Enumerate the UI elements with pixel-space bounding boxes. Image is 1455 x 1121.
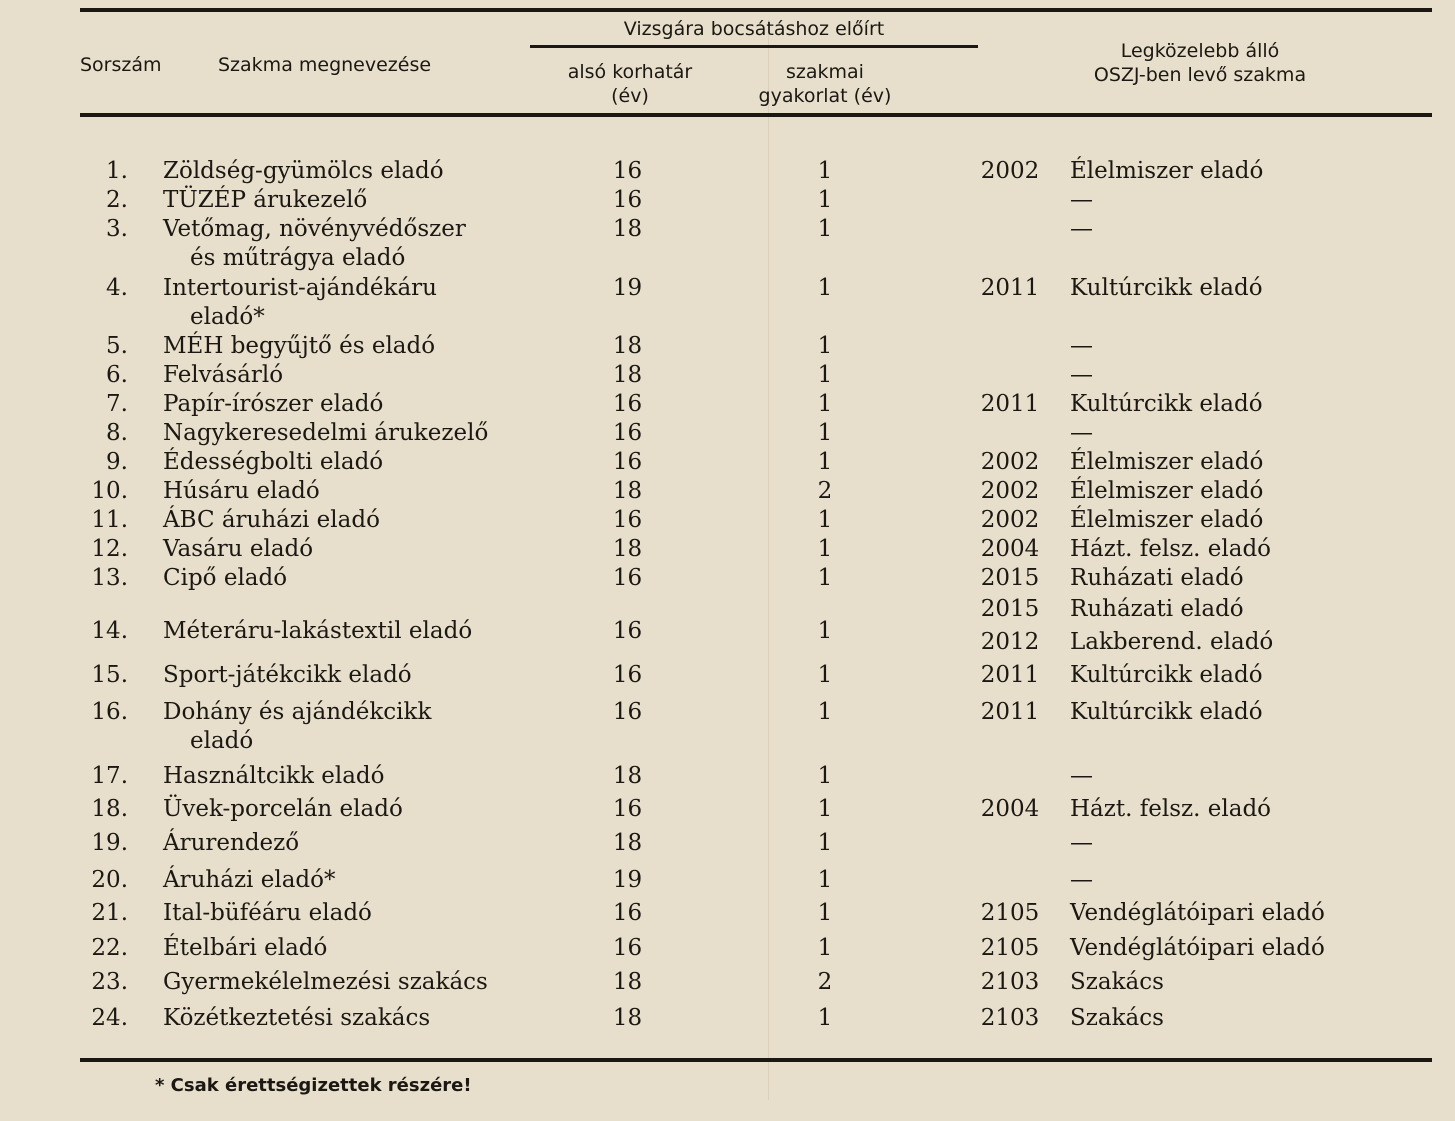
oszj-code: 2004 <box>980 536 1040 562</box>
minimum-age: 16 <box>612 699 643 725</box>
occupation-name-continued: és műtrágya eladó <box>190 245 406 271</box>
practice-years: 1 <box>817 158 833 184</box>
header-legkozelebb <box>1040 39 1360 87</box>
nearest-occupation: Élelmiszer eladó <box>1070 507 1264 533</box>
oszj-code: 2105 <box>980 935 1040 961</box>
nearest-occupation: Élelmiszer eladó <box>1070 478 1264 504</box>
practice-years: 1 <box>817 187 833 213</box>
bottom-rule <box>80 1058 1432 1062</box>
practice-years: 1 <box>817 830 833 856</box>
minimum-age: 16 <box>612 391 643 417</box>
row-number: 19. <box>91 830 128 856</box>
occupation-name: Dohány és ajándékcikk <box>163 699 432 725</box>
row-number: 9. <box>106 449 128 475</box>
occupation-name: Üvek-porcelán eladó <box>163 796 403 822</box>
row-number: 3. <box>106 216 128 242</box>
occupation-name-continued: eladó <box>190 728 254 754</box>
practice-years: 1 <box>817 935 833 961</box>
nearest-occupation: Ruházati eladó <box>1070 565 1244 591</box>
header-also-korhatar-line1: alsó korhatár <box>567 61 693 83</box>
occupation-name: Áruházi eladó* <box>163 867 336 893</box>
nearest-occupation: Ruházati eladó <box>1070 596 1244 622</box>
nearest-occupation: — <box>1070 216 1093 242</box>
header-legkozelebb-line1: Legközelebb álló <box>1120 40 1280 62</box>
table-row <box>0 506 1455 535</box>
occupation-name: Ital-büféáru eladó <box>163 900 372 926</box>
row-number: 7. <box>106 391 128 417</box>
occupation-name: Közétkeztetési szakács <box>163 1005 431 1031</box>
table-row <box>0 361 1455 390</box>
practice-years: 1 <box>817 900 833 926</box>
oszj-code: 2002 <box>980 158 1040 184</box>
table-row <box>0 477 1455 506</box>
row-number: 8. <box>106 420 128 446</box>
practice-years: 1 <box>817 763 833 789</box>
practice-years: 1 <box>817 867 833 893</box>
minimum-age: 16 <box>612 662 643 688</box>
header-rule <box>80 113 1432 117</box>
row-number: 23. <box>91 969 128 995</box>
oszj-code: 2105 <box>980 900 1040 926</box>
row-number: 10. <box>91 478 128 504</box>
table-row <box>0 186 1455 215</box>
row-number: 6. <box>106 362 128 388</box>
practice-years: 2 <box>817 478 833 504</box>
top-rule <box>80 8 1432 12</box>
minimum-age: 18 <box>612 362 643 388</box>
occupation-name: Sport-játékcikk eladó <box>163 662 412 688</box>
oszj-code: 2011 <box>980 662 1040 688</box>
oszj-code: 2103 <box>980 969 1040 995</box>
occupation-name: Zöldség-gyümölcs eladó <box>163 158 444 184</box>
row-number: 22. <box>91 935 128 961</box>
oszj-code: 2002 <box>980 478 1040 504</box>
oszj-code: 2011 <box>980 275 1040 301</box>
oszj-code: 2015 <box>980 565 1040 591</box>
occupation-name: Használtcikk eladó <box>163 763 385 789</box>
nearest-occupation: Kultúrcikk eladó <box>1070 391 1263 417</box>
row-number: 12. <box>91 536 128 562</box>
practice-years: 2 <box>817 969 833 995</box>
table-row <box>0 390 1455 419</box>
nearest-occupation: Szakács <box>1070 969 1164 995</box>
minimum-age: 16 <box>612 900 643 926</box>
minimum-age: 19 <box>612 867 643 893</box>
table-row <box>0 596 1455 655</box>
table-row <box>0 661 1455 690</box>
occupation-name: Árurendező <box>163 830 300 856</box>
minimum-age: 16 <box>612 618 643 644</box>
practice-years: 1 <box>817 420 833 446</box>
minimum-age: 16 <box>612 187 643 213</box>
practice-years: 1 <box>817 565 833 591</box>
minimum-age: 16 <box>612 796 643 822</box>
minimum-age: 16 <box>612 935 643 961</box>
nearest-occupation: — <box>1070 867 1093 893</box>
nearest-occupation: — <box>1070 333 1093 359</box>
row-number: 13. <box>91 565 128 591</box>
row-number: 1. <box>106 158 128 184</box>
practice-years: 1 <box>817 275 833 301</box>
row-number: 20. <box>91 867 128 893</box>
row-number: 16. <box>91 699 128 725</box>
oszj-code: 2015 <box>980 596 1040 622</box>
nearest-occupation: Házt. felsz. eladó <box>1070 536 1272 562</box>
occupation-name: Vasáru eladó <box>163 536 314 562</box>
occupation-name: Nagykeresedelmi árukezelő <box>163 420 489 446</box>
table-row <box>0 274 1455 330</box>
header-gyakorlat <box>730 60 920 108</box>
nearest-occupation: — <box>1070 187 1093 213</box>
practice-years: 1 <box>817 618 833 644</box>
practice-years: 1 <box>817 449 833 475</box>
table-row <box>0 535 1455 564</box>
nearest-occupation: Szakács <box>1070 1005 1164 1031</box>
oszj-code: 2103 <box>980 1005 1040 1031</box>
nearest-occupation: Kultúrcikk eladó <box>1070 662 1263 688</box>
row-number: 15. <box>91 662 128 688</box>
practice-years: 1 <box>817 391 833 417</box>
minimum-age: 16 <box>612 565 643 591</box>
practice-years: 1 <box>817 796 833 822</box>
table-row <box>0 795 1455 824</box>
nearest-occupation: — <box>1070 830 1093 856</box>
header-also-korhatar-line2: (év) <box>611 85 649 107</box>
nearest-occupation: Kultúrcikk eladó <box>1070 275 1263 301</box>
occupation-name: Vetőmag, növényvédőszer <box>163 216 466 242</box>
occupation-name: Húsáru eladó <box>163 478 320 504</box>
minimum-age: 18 <box>612 830 643 856</box>
table-row <box>0 564 1455 593</box>
minimum-age: 16 <box>612 507 643 533</box>
practice-years: 1 <box>817 507 833 533</box>
row-number: 17. <box>91 763 128 789</box>
practice-years: 1 <box>817 662 833 688</box>
oszj-code-secondary: 2012 <box>980 629 1040 655</box>
row-number: 21. <box>91 900 128 926</box>
header-legkozelebb-line2: OSZJ-ben levő szakma <box>1093 64 1307 86</box>
occupation-name: Felvásárló <box>163 362 284 388</box>
table-row <box>0 1004 1455 1033</box>
nearest-occupation: Kultúrcikk eladó <box>1070 699 1263 725</box>
table-row <box>0 968 1455 997</box>
occupation-name: Papír-írószer eladó <box>163 391 384 417</box>
minimum-age: 16 <box>612 449 643 475</box>
table-row <box>0 157 1455 186</box>
nearest-occupation: Élelmiszer eladó <box>1070 158 1264 184</box>
row-number: 18. <box>91 796 128 822</box>
table-row <box>0 215 1455 271</box>
header-gyakorlat-line2: gyakorlat (év) <box>758 85 892 107</box>
footnote: * Csak érettségizettek részére! <box>155 1075 472 1096</box>
table-row <box>0 419 1455 448</box>
oszj-code: 2004 <box>980 796 1040 822</box>
occupation-name: Cipő eladó <box>163 565 288 591</box>
oszj-code: 2002 <box>980 449 1040 475</box>
oszj-code: 2011 <box>980 391 1040 417</box>
minimum-age: 18 <box>612 969 643 995</box>
nearest-occupation: Vendéglátóipari eladó <box>1070 900 1325 926</box>
occupation-name: ÁBC áruházi eladó <box>163 507 380 533</box>
occupation-name: TÜZÉP árukezelő <box>163 187 368 213</box>
nearest-occupation: — <box>1070 362 1093 388</box>
occupation-name: MÉH begyűjtő és eladó <box>163 333 436 359</box>
nearest-occupation-secondary: Lakberend. eladó <box>1070 629 1274 655</box>
row-number: 11. <box>91 507 128 533</box>
occupation-name: Gyermekélelmezési szakács <box>163 969 488 995</box>
oszj-code: 2011 <box>980 699 1040 725</box>
header-also-korhatar <box>530 60 730 108</box>
practice-years: 1 <box>817 216 833 242</box>
minimum-age: 18 <box>612 216 643 242</box>
table-row <box>0 866 1455 895</box>
table-row <box>0 829 1455 858</box>
occupation-name: Ételbári eladó <box>163 935 328 961</box>
practice-years: 1 <box>817 1005 833 1031</box>
row-number: 5. <box>106 333 128 359</box>
nearest-occupation: — <box>1070 420 1093 446</box>
occupation-name: Édességbolti eladó <box>163 449 384 475</box>
minimum-age: 18 <box>612 333 643 359</box>
table-row <box>0 332 1455 361</box>
minimum-age: 16 <box>612 420 643 446</box>
header-group-rule <box>530 45 978 48</box>
table-row <box>0 899 1455 928</box>
nearest-occupation: Élelmiszer eladó <box>1070 449 1264 475</box>
occupation-name: Méteráru-lakástextil eladó <box>163 618 473 644</box>
occupation-name-continued: eladó* <box>190 304 265 330</box>
table-row <box>0 448 1455 477</box>
row-number: 24. <box>91 1005 128 1031</box>
header-group: Vizsgára bocsátáshoz előírt <box>623 18 885 40</box>
header-gyakorlat-line1: szakmai <box>786 61 864 83</box>
minimum-age: 18 <box>612 1005 643 1031</box>
nearest-occupation: Vendéglátóipari eladó <box>1070 935 1325 961</box>
practice-years: 1 <box>817 536 833 562</box>
table-row <box>0 934 1455 963</box>
row-number: 4. <box>106 275 128 301</box>
practice-years: 1 <box>817 699 833 725</box>
practice-years: 1 <box>817 362 833 388</box>
table-row <box>0 698 1455 754</box>
row-number: 2. <box>106 187 128 213</box>
nearest-occupation: Házt. felsz. eladó <box>1070 796 1272 822</box>
minimum-age: 19 <box>612 275 643 301</box>
practice-years: 1 <box>817 333 833 359</box>
row-number: 14. <box>91 618 128 644</box>
minimum-age: 18 <box>612 478 643 504</box>
occupation-name: Intertourist-ajándékáru <box>163 275 437 301</box>
minimum-age: 18 <box>612 536 643 562</box>
header-szakma: Szakma megnevezése <box>218 54 432 76</box>
oszj-code: 2002 <box>980 507 1040 533</box>
nearest-occupation: — <box>1070 763 1093 789</box>
header-sorszam: Sorszám <box>80 54 162 76</box>
minimum-age: 16 <box>612 158 643 184</box>
minimum-age: 18 <box>612 763 643 789</box>
table-row <box>0 762 1455 791</box>
